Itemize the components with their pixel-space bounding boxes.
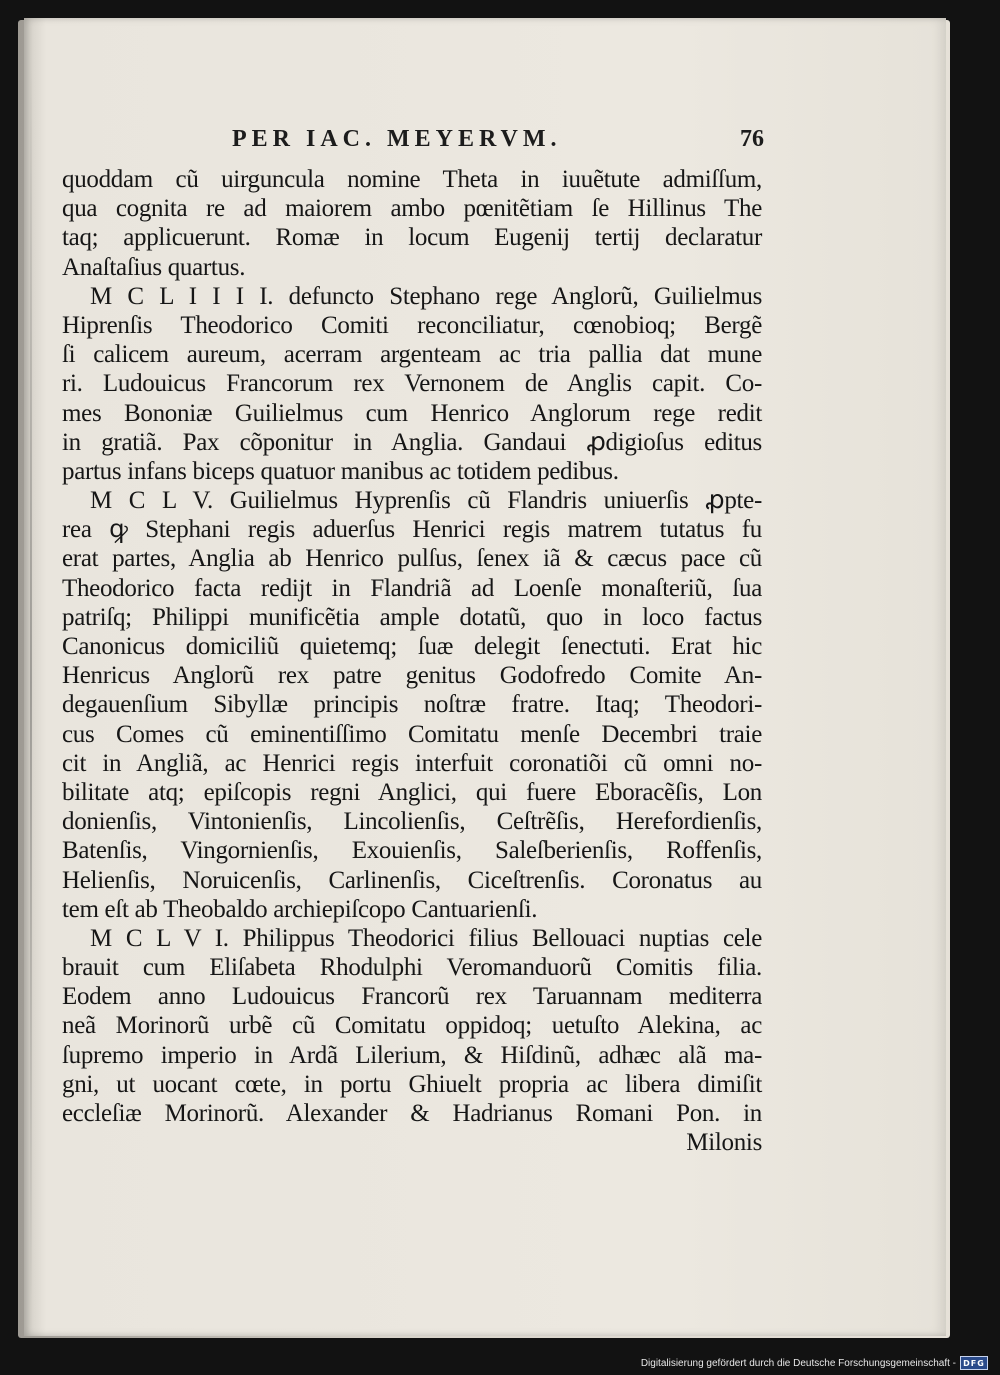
text-line: Hiprenſis Theodorico Comiti reconciliatur, cœnobioq; Bergẽ <box>62 311 762 339</box>
text-line: M C L V. Guilielmus Hyprenſis cũ Flandris uniuerſis ꝓpte- <box>90 487 762 515</box>
text-line: Eodem anno Ludouicus Francorũ rex Taruannam mediterra <box>62 983 762 1011</box>
text-line: tem eſt ab Theobaldo archiepiſcopo Cantuarienſi. <box>62 895 538 923</box>
text-line: donienſis, Vintonienſis, Lincolienſis, Ceſtrẽſis, Herefordienſis, <box>62 808 762 836</box>
text-line: degauenſium Sibyllæ principis noſtræ fratre. Itaq; Theodori- <box>62 691 762 719</box>
text-line: Theodorico facta redijt in Flandriã ad Loenſe monaſteriũ, ſua <box>62 574 762 602</box>
text-line: erat partes, Anglia ab Henrico pulſus, ſenex iã & cæcus pace cũ <box>62 545 762 573</box>
text-line: bilitate atq; epiſcopis regni Anglici, qui fuere Eboracẽſis, Lon <box>62 778 762 806</box>
page-number: 76 <box>740 126 764 152</box>
text-line: Helienſis, Noruicenſis, Carlinenſis, Ciceſtrenſis. Coronatus au <box>62 866 762 894</box>
dfg-logo-icon <box>960 1356 988 1370</box>
text-line: Milonis <box>686 1129 762 1157</box>
text-line: gni, ut uocant cœte, in portu Ghiuelt propria ac libera dimiſit <box>62 1070 762 1098</box>
text-line: cit in Angliã, ac Henrici regis interfuit coronatiõi cũ omni no- <box>62 749 762 777</box>
body-text <box>62 165 762 1157</box>
text-line: in gratiã. Pax cõponitur in Anglia. Gandaui ꝓdigioſus editus <box>62 428 762 456</box>
text-line: taq; applicuerunt. Romæ in locum Eugenij tertij declaratur <box>62 224 762 252</box>
text-line: Batenſis, Vingornienſis, Exouienſis, Saleſberienſis, Roffenſis, <box>62 837 762 865</box>
text-line: partus infans biceps quatuor manibus ac totidem pedibus. <box>62 457 619 485</box>
text-line: patriſq; Philippi munificẽtia ample dotatũ, quo in loco factus <box>62 603 762 631</box>
text-line: cus Comes cũ eminentiſſimo Comitatu menſe Decembri traie <box>62 720 762 748</box>
text-line: Anaſtaſius quartus. <box>62 253 246 281</box>
dfg-logo-text: DFG <box>963 1358 985 1368</box>
text-line: ſupremo imperio in Ardã Lilerium, & Hiſdinũ, adhæc alã ma- <box>62 1041 762 1069</box>
text-line: quoddam cũ uirguncula nomine Theta in iuuẽtute admiſſum, <box>62 166 762 193</box>
text-line: M C L V I. Philippus Theodorici filius Bellouaci nuptias cele <box>90 924 762 952</box>
gutter-shadow <box>30 58 32 1308</box>
running-title: PER IAC. MEYERVM. <box>232 126 562 152</box>
text-line: rea ꝙ Stephani regis aduerſus Henrici regis matrem tutatus fu <box>62 516 762 544</box>
text-line: brauit cum Eliſabeta Rhodulphi Veromanduorũ Comitis filia. <box>62 954 762 982</box>
text-line: ri. Ludouicus Francorum rex Vernonem de Anglis capit. Co- <box>62 370 762 398</box>
text-line: Canonicus domiciliũ quietemq; ſuæ delegit ſenectuti. Erat hic <box>62 633 762 660</box>
text-line: mes Bononiæ Guilielmus cum Henrico Anglorum rege redit <box>62 399 762 427</box>
text-line: qua cognita re ad maiorem ambo pœnitẽtiam ſe Hillinus The <box>62 195 762 223</box>
digitization-credit <box>641 1355 988 1371</box>
text-line: neã Morinorũ urbẽ cũ Comitatu oppidoq; uetuſto Alekina, ac <box>62 1012 762 1040</box>
text-line: Henricus Anglorũ rex patre genitus Godofredo Comite An- <box>62 662 762 690</box>
running-head <box>208 126 764 162</box>
text-line: M C L I I I I. defuncto Stephano rege Anglorũ, Guilielmus <box>90 282 762 310</box>
text-line: eccleſiæ Morinorũ. Alexander & Hadrianus Romani Pon. in <box>62 1100 762 1127</box>
credit-text: Digitalisierung gefördert durch die Deutsche Forschungsgemeinschaft - <box>640 1357 956 1369</box>
text-line: ſi calicem aureum, acerram argenteam ac tria pallia dat mune <box>62 341 762 369</box>
